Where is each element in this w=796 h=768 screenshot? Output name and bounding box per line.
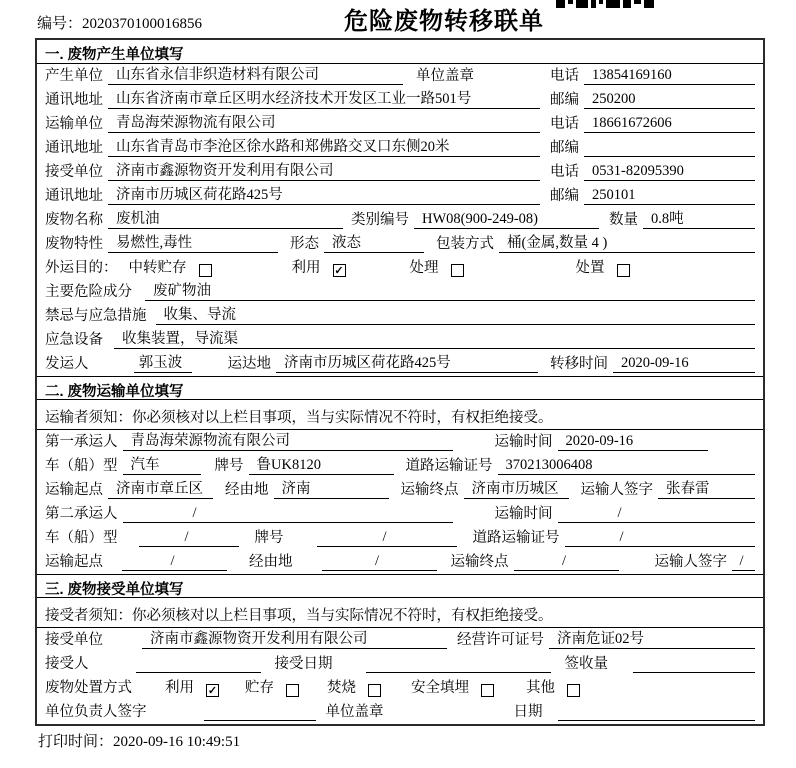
sign1-value: 张春雷 [658, 481, 755, 499]
row-disposal [37, 676, 763, 700]
disposal-opt-store-checkbox [286, 684, 299, 697]
row-transporter [37, 112, 763, 136]
disposal-opt-other-checkbox [567, 684, 580, 697]
zip3-label: 邮编 [550, 188, 579, 205]
disposal-opt-landfill-checkbox [481, 684, 494, 697]
zip2-label: 邮编 [550, 140, 579, 157]
signer-value [204, 703, 316, 721]
addr1-label: 通讯地址 [45, 92, 103, 109]
doc-number-value: 2020370100016856 [82, 16, 203, 32]
disposal-opt-burn-label: 焚烧 [327, 680, 356, 697]
phone2-value: 18661672606 [584, 115, 755, 133]
purpose-opt-use-label: 利用 [291, 260, 321, 277]
row-producer-address [37, 88, 763, 112]
zip1-value: 250200 [584, 91, 755, 109]
form-value: 液态 [324, 235, 424, 253]
row-vehicle2 [37, 526, 763, 550]
transport-time2-value: / [558, 505, 756, 523]
disposal-label: 废物处置方式 [45, 680, 132, 697]
receive-qty-value [633, 655, 755, 673]
addr2-value: 山东省青岛市李沧区徐水路和郑佛路交叉口东侧20米 [108, 139, 540, 157]
traits-value: 易燃性,毒性 [108, 235, 278, 253]
carrier2-label: 第二承运人 [45, 506, 118, 523]
origin2-value: / [122, 553, 227, 571]
row-route1 [37, 478, 763, 502]
doc-number-label: 编号： [37, 16, 83, 32]
via1-value: 济南 [274, 481, 389, 499]
dest-label: 运达地 [227, 356, 271, 373]
vehicle1-value: 汽车 [123, 457, 201, 475]
row-purpose [37, 256, 763, 280]
purpose-opt-use-checkbox [333, 264, 346, 277]
shipper-label: 发运人 [45, 356, 89, 373]
zip3-value: 250101 [584, 187, 755, 205]
shipper-value: 郭玉波 [134, 355, 192, 373]
addr2-label: 通讯地址 [45, 140, 103, 157]
row-transporter-right [550, 115, 755, 133]
category-label: 类别编号 [351, 212, 409, 229]
row-receive-unit [37, 628, 763, 652]
phone1-label: 电话 [550, 68, 579, 85]
row-route2 [37, 550, 763, 574]
license-label: 经营许可证号 [457, 632, 544, 649]
traits-label: 废物特性 [45, 236, 103, 253]
disposal-opt-burn-checkbox [368, 684, 381, 697]
purpose-opt-transfer-checkbox [199, 264, 212, 277]
row-carrier1 [37, 430, 763, 454]
receive-unit-label: 接受单位 [45, 632, 103, 649]
phone2-label: 电话 [550, 116, 579, 133]
sign2-label: 运输人签字 [654, 554, 727, 571]
waste-name-value: 废机油 [108, 211, 343, 229]
sign1-label: 运输人签字 [580, 482, 653, 499]
equipment-label: 应急设备 [45, 332, 103, 349]
transfer-time-label: 转移时间 [550, 356, 608, 373]
receiver-value: 济南市鑫源物资开发利用有限公司 [108, 163, 540, 181]
row-addr1-left [45, 91, 550, 109]
row-signature [37, 700, 763, 724]
sign2-value: / [732, 553, 755, 571]
row-addr2-left [45, 139, 550, 157]
form-label: 形态 [290, 236, 319, 253]
row-producer-left [45, 67, 550, 85]
row-taboo [37, 304, 763, 328]
section1-title: 一. 废物产生单位填写 [37, 40, 763, 64]
disposal-opt-other-label: 其他 [526, 680, 555, 697]
transporter-value: 青岛海荣源物流有限公司 [108, 115, 540, 133]
addr1-value: 山东省济南市章丘区明水经济技术开发区工业一路501号 [108, 91, 540, 109]
sign-date-value [558, 703, 756, 721]
carrier1-label: 第一承运人 [45, 434, 118, 451]
producer-label: 产生单位 [45, 68, 103, 85]
producer-value: 山东省永信非织造材料有限公司 [108, 67, 403, 85]
section2-title: 二. 废物运输单位填写 [37, 376, 763, 400]
row-addr2-right [550, 139, 755, 157]
plate2-label: 牌号 [254, 530, 284, 547]
row-waste-traits [37, 232, 763, 256]
permit2-value: / [565, 529, 756, 547]
receive-date-value [366, 655, 551, 673]
unit-seal-label: 单位盖章 [416, 68, 474, 85]
vehicle2-label: 车（船）型 [45, 530, 118, 547]
transport-time1-label: 运输时间 [494, 434, 553, 451]
equipment-value: 收集装置，导流渠 [114, 331, 755, 349]
disposal-opt-store-label: 贮存 [245, 680, 274, 697]
row-addr3-left [45, 187, 550, 205]
purpose-opt-dispose-checkbox [617, 264, 630, 277]
disposal-opt-use-mark: ✓ [207, 685, 218, 697]
receive-date-label: 接受日期 [274, 656, 333, 673]
print-time [38, 730, 796, 751]
row-receiver-left [45, 163, 550, 181]
zip1-label: 邮编 [550, 92, 579, 109]
addr3-value: 济南市历城区荷花路425号 [108, 187, 540, 205]
vehicle2-value: / [139, 529, 239, 547]
dest-value: 济南市历城区荷花路425号 [276, 355, 538, 373]
purpose-opt-transfer-label: 中转贮存 [128, 260, 187, 277]
taboo-value: 收集、导流 [156, 307, 756, 325]
print-time-label: 打印时间： [38, 734, 114, 750]
row-addr3-right [550, 187, 755, 205]
origin1-label: 运输起点 [45, 482, 103, 499]
doc-number [37, 12, 202, 33]
document-header [35, 0, 765, 38]
row-transporter-left [45, 115, 550, 133]
vehicle1-label: 车（船）型 [45, 458, 118, 475]
permit1-label: 道路运输证号 [405, 458, 493, 475]
disposal-opt-use-label: 利用 [165, 680, 194, 697]
row-waste-name [37, 208, 763, 232]
permit2-label: 道路运输证号 [472, 530, 560, 547]
disposal-opt-use-checkbox [206, 684, 219, 697]
license-value: 济南危证02号 [549, 631, 755, 649]
phone3-value: 0531-82095390 [584, 163, 755, 181]
zip2-value [584, 139, 755, 157]
end1-label: 运输终点 [400, 482, 459, 499]
row-transporter-address [37, 136, 763, 160]
row-vehicle1 [37, 454, 763, 478]
via2-value: / [322, 553, 437, 571]
origin2-label: 运输起点 [45, 554, 103, 571]
phone1-value: 13854169160 [584, 67, 755, 85]
qty-label: 数量 [609, 212, 638, 229]
purpose-opt-use-mark: ✓ [334, 265, 344, 277]
row-receiver-address [37, 184, 763, 208]
receive-unit-value: 济南市鑫源物资开发利用有限公司 [142, 631, 447, 649]
section3-title: 三. 废物接受单位填写 [37, 574, 763, 598]
purpose-label: 外运目的： [45, 260, 118, 277]
row-producer [37, 64, 763, 88]
receiver-label: 接受单位 [45, 164, 103, 181]
row-addr1-right [550, 91, 755, 109]
packing-value: 桶(金属,数量 4 ) [499, 235, 755, 253]
row-receive-person [37, 652, 763, 676]
row-hazard [37, 280, 763, 304]
transport-time2-label: 运输时间 [494, 506, 553, 523]
end2-label: 运输终点 [450, 554, 509, 571]
plate1-value: 鲁UK8120 [249, 457, 394, 475]
receiver-notice: 接受者须知：你必须核对以上栏目事项，当与实际情况不符时，有权拒绝接受。 [37, 598, 763, 628]
row-producer-right [550, 67, 755, 85]
purpose-opt-treat-label: 处理 [409, 260, 439, 277]
waste-name-label: 废物名称 [45, 212, 103, 229]
transfer-time-value: 2020-09-16 [613, 355, 755, 373]
row-carrier2 [37, 502, 763, 526]
row-receiver [37, 160, 763, 184]
print-time-value: 2020-09-16 10:49:51 [113, 734, 241, 750]
origin1-value: 济南市章丘区 [108, 481, 213, 499]
manifest-form [35, 38, 765, 726]
via2-label: 经由地 [249, 554, 293, 571]
row-shipper [37, 352, 763, 376]
carrier1-value: 青岛海荣源物流有限公司 [123, 433, 453, 451]
row-receiver-right [550, 163, 755, 181]
plate2-value: / [317, 529, 457, 547]
row-equipment [37, 328, 763, 352]
end2-value: / [514, 553, 619, 571]
purpose-opt-dispose-label: 处置 [575, 260, 605, 277]
phone3-label: 电话 [550, 164, 579, 181]
transporter-label: 运输单位 [45, 116, 103, 133]
receive-person-value [136, 655, 261, 673]
category-value: HW08(900-249-08) [414, 211, 599, 229]
packing-label: 包装方式 [436, 236, 494, 253]
receive-qty-label: 签收量 [564, 656, 608, 673]
via1-label: 经由地 [225, 482, 269, 499]
page-title: 危险废物转移联单 [344, 9, 544, 35]
qty-value: 0.8吨 [643, 211, 755, 229]
taboo-label: 禁忌与应急措施 [45, 308, 147, 325]
transport-time1-value: 2020-09-16 [558, 433, 708, 451]
plate1-label: 牌号 [214, 458, 244, 475]
addr3-label: 通讯地址 [45, 188, 103, 205]
end1-value: 济南市历城区 [464, 481, 569, 499]
transporter-notice: 运输者须知：你必须核对以上栏目事项，当与实际情况不符时，有权拒绝接受。 [37, 400, 763, 430]
permit1-value: 370213006408 [498, 457, 756, 475]
unit-seal2-label: 单位盖章 [325, 704, 384, 721]
receive-person-label: 接受人 [45, 656, 89, 673]
purpose-opt-treat-checkbox [451, 264, 464, 277]
sign-date-label: 日期 [513, 704, 543, 721]
signer-label: 单位负责人签字 [45, 704, 147, 721]
disposal-opt-landfill-label: 安全填埋 [411, 680, 469, 697]
hazard-value: 废矿物油 [145, 283, 755, 301]
hazard-label: 主要危险成分 [45, 284, 132, 301]
carrier2-value: / [123, 505, 453, 523]
